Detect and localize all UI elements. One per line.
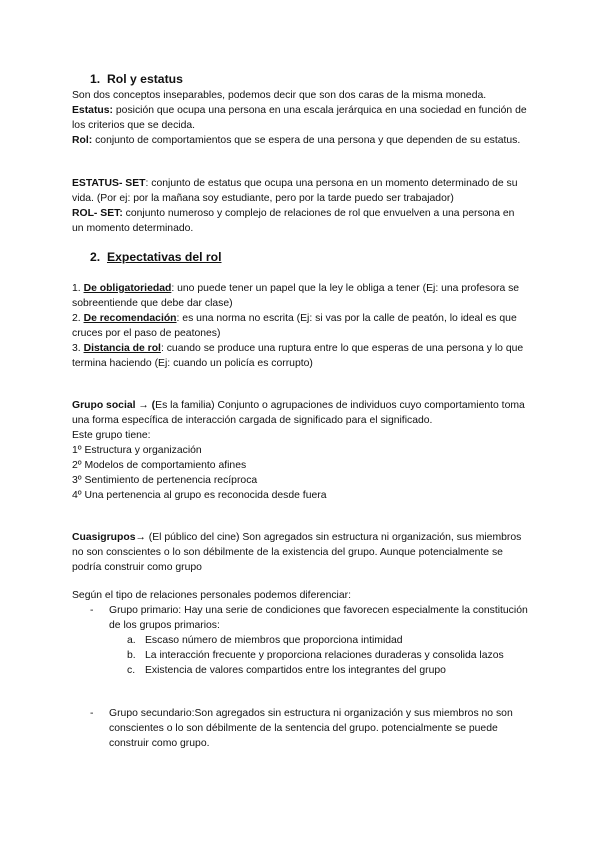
list-item: 1º Estructura y organización <box>72 445 202 456</box>
estatus-definition: Estatus: posición que ocupa una persona en una escala jerárquica en una sociedad en función de los criterios que se decida. <box>72 105 527 131</box>
section-rol-estatus-body <box>72 88 528 148</box>
rol-definition: Rol: conjunto de comportamientos que se espera de una persona y que dependen de su estatus. <box>72 135 521 146</box>
cuasigrupos-paragraph: Cuasigrupos→ (El público del cine) Son agregados sin estructura ni organización, sus miembros no son conscientes o lo son débilmente de la existencia del grupo. Aunque potencialmente se podría construir como grupo <box>72 532 522 573</box>
list-item: 2º Modelos de comportamiento afines <box>72 460 247 471</box>
heading-rol-y-estatus: 1. Rol y estatus <box>90 72 183 86</box>
grupo-secundario-section <box>72 706 528 751</box>
section-sets <box>72 176 528 236</box>
list-item-grupo-secundario: - Grupo secundario:Son agregados sin estructura ni organización y sus miembros no son conscientes o lo son débilmente de la sentencia del grupo. potencialmente se puede construir como grupo. <box>90 708 513 749</box>
grupo-social-paragraph: Grupo social → (Es la familia) Conjunto o agrupaciones de individuos cuyo comportamiento toma una forma específica de interacción cargada de significado para el significado. <box>72 400 525 426</box>
list-item: 3. Distancia de rol: cuando se produce una ruptura entre lo que esperas de una persona y lo que termina haciendo (Ej: cuando un policía es corrupto) <box>72 343 524 369</box>
sub-list-item: c. Existencia de valores compartidos entre los integrantes del grupo <box>127 665 446 676</box>
sub-list-item: a. Escaso número de miembros que proporciona intimidad <box>127 635 403 646</box>
tipos-section <box>72 588 528 678</box>
cuasigrupos-section <box>72 530 528 575</box>
rol-set-definition: ROL- SET: conjunto numeroso y complejo de relaciones de rol que envuelven a una persona en un momento determinado. <box>72 208 515 234</box>
grupo-social-section <box>72 398 528 503</box>
intro-paragraph: Son dos conceptos inseparables, podemos decir que son dos caras de la misma moneda. <box>72 90 487 101</box>
expectativas-list <box>72 281 528 371</box>
estatus-set-definition: ESTATUS- SET: conjunto de estatus que ocupa una persona en un momento determinado de su vida. (Por ej: por la mañana soy estudiante, pero por la tarde puedo ser trabajador) <box>72 178 518 204</box>
sub-list-item: b. La interacción frecuente y proporciona relaciones duraderas y consolida lazos <box>127 650 504 661</box>
list-item: 1. De obligatoriedad: uno puede tener un papel que la ley le obliga a tener (Ej: una profesora se sobreentiende que debe dar clase) <box>72 283 520 309</box>
list-item: 2. De recomendación: es una norma no escrita (Ej: si vas por la calle de peatón, lo ideal es que cruces por el paso de peatones) <box>72 313 517 339</box>
list-item-grupo-primario: - Grupo primario: Hay una serie de condiciones que favorecen especialmente la constitución de los grupos primarios: <box>90 605 528 631</box>
grupo-este: Este grupo tiene: <box>72 430 151 441</box>
tipos-intro: Según el tipo de relaciones personales podemos diferenciar: <box>72 590 351 601</box>
list-item: 3º Sentimiento de pertenencia recíproca <box>72 475 258 486</box>
heading-expectativas: 2. Expectativas del rol <box>90 250 222 264</box>
list-item: 4º Una pertenencia al grupo es reconocida desde fuera <box>72 490 327 501</box>
